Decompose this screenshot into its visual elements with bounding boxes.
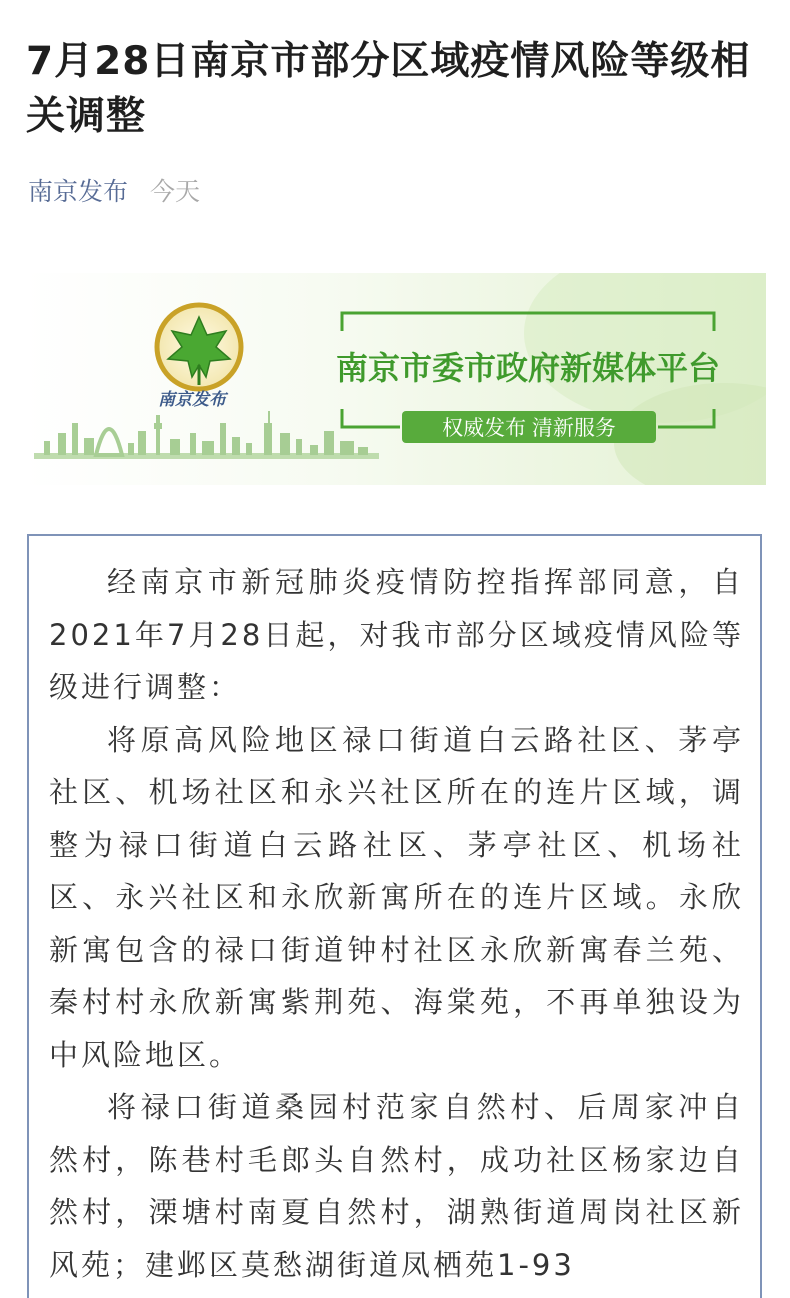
paragraph-intro: 经南京市新冠肺炎疫情防控指挥部同意，自2021年7月28日起，对我市部分区域疫情风险等级进行调整： — [49, 565, 744, 704]
slogan-text: 权威发布 清新服务 — [442, 417, 616, 440]
platform-title-text: 南京市委市政府新媒体平台 — [335, 350, 721, 386]
article-meta — [28, 172, 200, 212]
header-banner-image — [24, 273, 766, 485]
author-link[interactable]: 南京发布 — [28, 177, 129, 206]
article-body — [27, 534, 762, 1298]
publish-date: 今天 — [149, 177, 200, 206]
article-title: 7月28日南京市部分区域疫情风险等级相关调整 — [26, 39, 751, 139]
paragraph-high-risk-adjustment: 将原高风险地区禄口街道白云路社区、茅亭社区、机场社区和永兴社区所在的连片区域，调整为禄口街道白云路社区、茅亭社区、机场社区、永兴社区和永欣新寓所在的连片区域。永欣新寓包含的禄口街道钟村社区永欣新寓春兰苑、秦村村永欣新寓紫荆苑、海棠苑，不再单独设为中风险地区。 — [49, 722, 744, 1072]
svg-text:南京发布: 南京发布 — [158, 390, 226, 409]
paragraph-medium-risk-adjustment: 将禄口街道桑园村范家自然村、后周家冲自然村，陈巷村毛郎头自然村，成功社区杨家边自然村，溧塘村南夏自然村，湖熟街道周岗社区新风苑；建邺区莫愁湖街道凤栖苑1-93 — [49, 1090, 744, 1282]
